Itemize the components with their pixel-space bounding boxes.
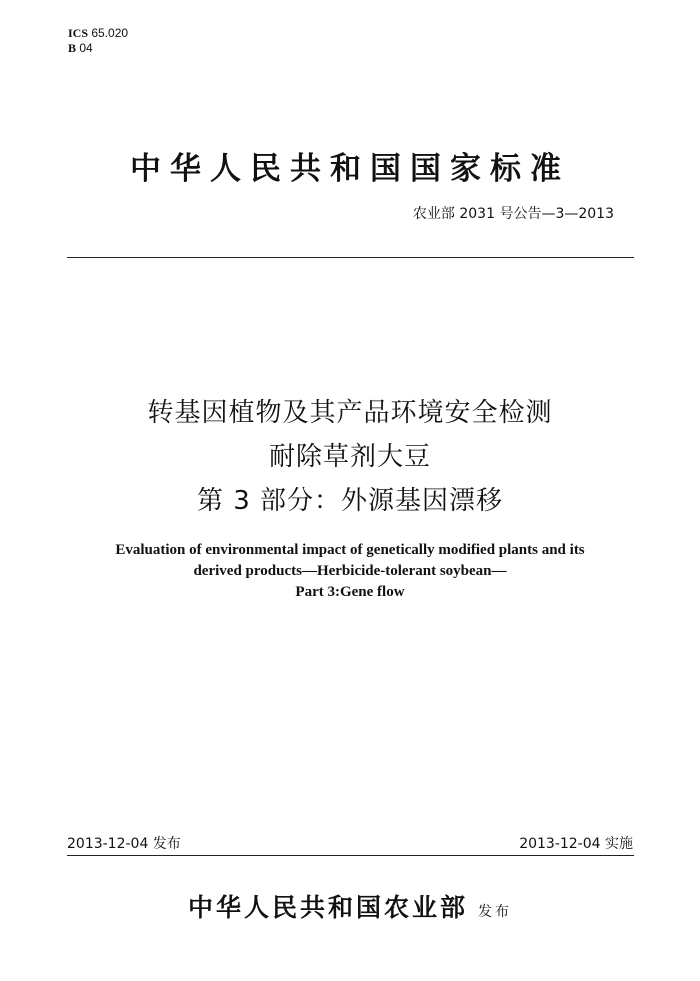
issue-date: 2013-12-04 发布	[67, 836, 181, 852]
ics-classification	[68, 26, 128, 56]
ics-line	[68, 26, 128, 41]
english-title	[0, 540, 700, 603]
chinese-title-line-3: 第 3 部分：外源基因漂移	[196, 486, 504, 516]
standard-number: 农业部 2031 号公告—3—2013	[412, 206, 614, 222]
ics-label: ICS	[68, 26, 89, 40]
ccs-code: 04	[79, 41, 93, 55]
implementation-date: 2013-12-04 实施	[519, 836, 633, 852]
chinese-title-line-2: 耐除草剂大豆	[268, 442, 431, 472]
top-divider	[67, 257, 634, 258]
english-title-line-3: Part 3:Gene flow	[295, 584, 405, 600]
bottom-divider	[67, 855, 634, 856]
ccs-label: B	[68, 41, 77, 55]
issuer-block	[0, 888, 700, 924]
chinese-title-line-1: 转基因植物及其产品环境安全检测	[147, 398, 553, 428]
ics-code: 65.020	[91, 26, 129, 40]
national-standard-title: 中华人民共和国国家标准	[130, 151, 570, 187]
issue-action: 发布	[478, 904, 512, 920]
ccs-line	[68, 41, 128, 56]
english-title-line-2: derived products—Herbicide-tolerant soybean—	[193, 563, 507, 579]
english-title-line-1: Evaluation of environmental impact of genetically modified plants and its	[115, 542, 585, 558]
issuing-authority: 中华人民共和国农业部	[187, 893, 468, 922]
